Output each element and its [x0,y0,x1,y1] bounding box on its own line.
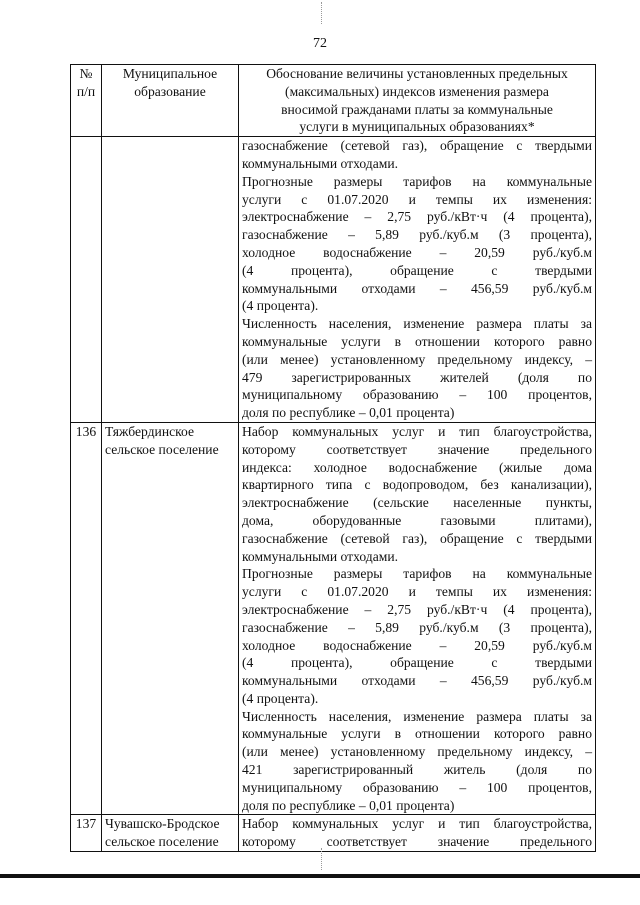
justification-cell [239,815,596,852]
justification-line: коммунальными отходами – 456,59 руб./куб.м [242,280,592,296]
justification-line: квартирного типа с водопроводом, без канализации), [242,477,592,493]
justification-line: муниципальному образованию – 100 процентов, [242,387,592,403]
justification-line: доля по республике – 0,01 процента) [242,797,455,813]
row-number [71,422,102,815]
municipality-name-line: сельское поселение [105,834,219,850]
justification-line: Набор коммунальных услуг и тип благоустройства, [242,423,592,439]
table-row [71,137,596,423]
scan-bottom-edge [0,874,640,878]
justification-line: (или менее) установленному предельному индексу, – [242,351,592,367]
justification-line: которому соответствует значение предельного [242,441,592,457]
justification-line: холодное водоснабжение – 20,59 руб./куб.м [242,637,592,653]
tariff-table [70,64,596,852]
table-row [71,422,596,815]
row-number [71,137,102,423]
justification-cell [239,137,596,423]
justification-line: которому соответствует значение предельного [242,834,592,850]
municipality-cell [102,137,239,423]
header-number-label: № п/п [76,66,96,99]
justification-line: газоснабжение – 5,89 руб./куб.м (3 процента), [242,619,592,635]
row-number [71,815,102,852]
justification-line: электроснабжение (сельские населенные пункты, [242,495,592,511]
municipality-name-line: сельское поселение [105,441,219,457]
municipality-name-line: Тяжбердинское [105,423,195,439]
header-municipality [102,65,239,137]
justification-line: (4 процента), обращение с твердыми [242,655,592,671]
municipality-cell [102,815,239,852]
header-justification [239,65,596,137]
justification-line: холодное водоснабжение – 20,59 руб./куб.м [242,244,592,260]
header-justification-line: (максимальных) индексов изменения размера [285,83,549,99]
table-header-row [71,65,596,137]
justification-line: Прогнозные размеры тарифов на коммунальные [242,173,592,189]
justification-line: (или менее) установленному предельному индексу, – [242,744,592,760]
justification-line: электроснабжение – 2,75 руб./кВт·ч (4 процента), [242,601,592,617]
justification-line: услуги с 01.07.2020 и темпы их изменения: [242,584,592,600]
justification-line: коммунальными отходами. [242,548,399,564]
justification-line: Численность населения, изменение размера платы за [242,316,592,332]
justification-line: газоснабжение (сетевой газ), обращение с твердыми [242,530,592,546]
justification-line: доля по республике – 0,01 процента) [242,405,455,421]
justification-line: 421 зарегистрированный житель (доля по [242,762,592,778]
justification-line: дома, оборудованные газовыми плитами), [242,512,592,528]
municipality-cell [102,422,239,815]
justification-paragraph [242,173,592,315]
justification-line: (4 процента). [242,298,319,314]
justification-paragraph [242,815,592,851]
justification-line: Численность населения, изменение размера платы за [242,708,592,724]
justification-paragraph [242,423,592,565]
justification-line: коммунальные услуги в отношении которого равно [242,726,592,742]
justification-paragraph [242,315,592,422]
justification-paragraph [242,708,592,815]
page-number: 72 [313,36,327,51]
top-fold-mark [321,2,323,24]
justification-line: муниципальному образованию – 100 процентов, [242,779,592,795]
justification-line: Набор коммунальных услуг и тип благоустройства, [242,816,592,832]
row-number-value: 136 [75,423,97,439]
justification-line: (4 процента), обращение с твердыми [242,262,592,278]
bottom-fold-mark [321,848,323,870]
justification-line: индекса: холодное водоснабжение (жилые дома [242,459,592,475]
justification-line: 479 зарегистрированных жителей (доля по [242,369,592,385]
header-justification-line: услуги в муниципальных образованиях* [299,119,535,135]
justification-line: (4 процента). [242,690,319,706]
justification-line: коммунальными отходами. [242,155,399,171]
header-justification-line: вносимой гражданами платы за коммунальные [281,101,553,117]
justification-line: газоснабжение – 5,89 руб./куб.м (3 процента), [242,227,592,243]
justification-line: услуги с 01.07.2020 и темпы их изменения: [242,191,592,207]
header-justification-line: Обоснование величины установленных предельных [266,66,568,81]
header-municipality-label: Муниципальное образование [122,66,218,99]
municipality-name-line: Чувашско-Бродское [105,816,220,832]
row-number-value: 137 [75,816,97,832]
justification-paragraph [242,565,592,707]
justification-line: газоснабжение (сетевой газ), обращение с твердыми [242,138,592,154]
table-row [71,815,596,852]
justification-paragraph [242,137,592,173]
header-number [71,65,102,137]
justification-line: электроснабжение – 2,75 руб./кВт·ч (4 процента), [242,209,592,225]
justification-line: коммунальными отходами – 456,59 руб./куб.м [242,673,592,689]
justification-cell [239,422,596,815]
justification-line: Прогнозные размеры тарифов на коммунальные [242,566,592,582]
justification-line: коммунальные услуги в отношении которого равно [242,333,592,349]
